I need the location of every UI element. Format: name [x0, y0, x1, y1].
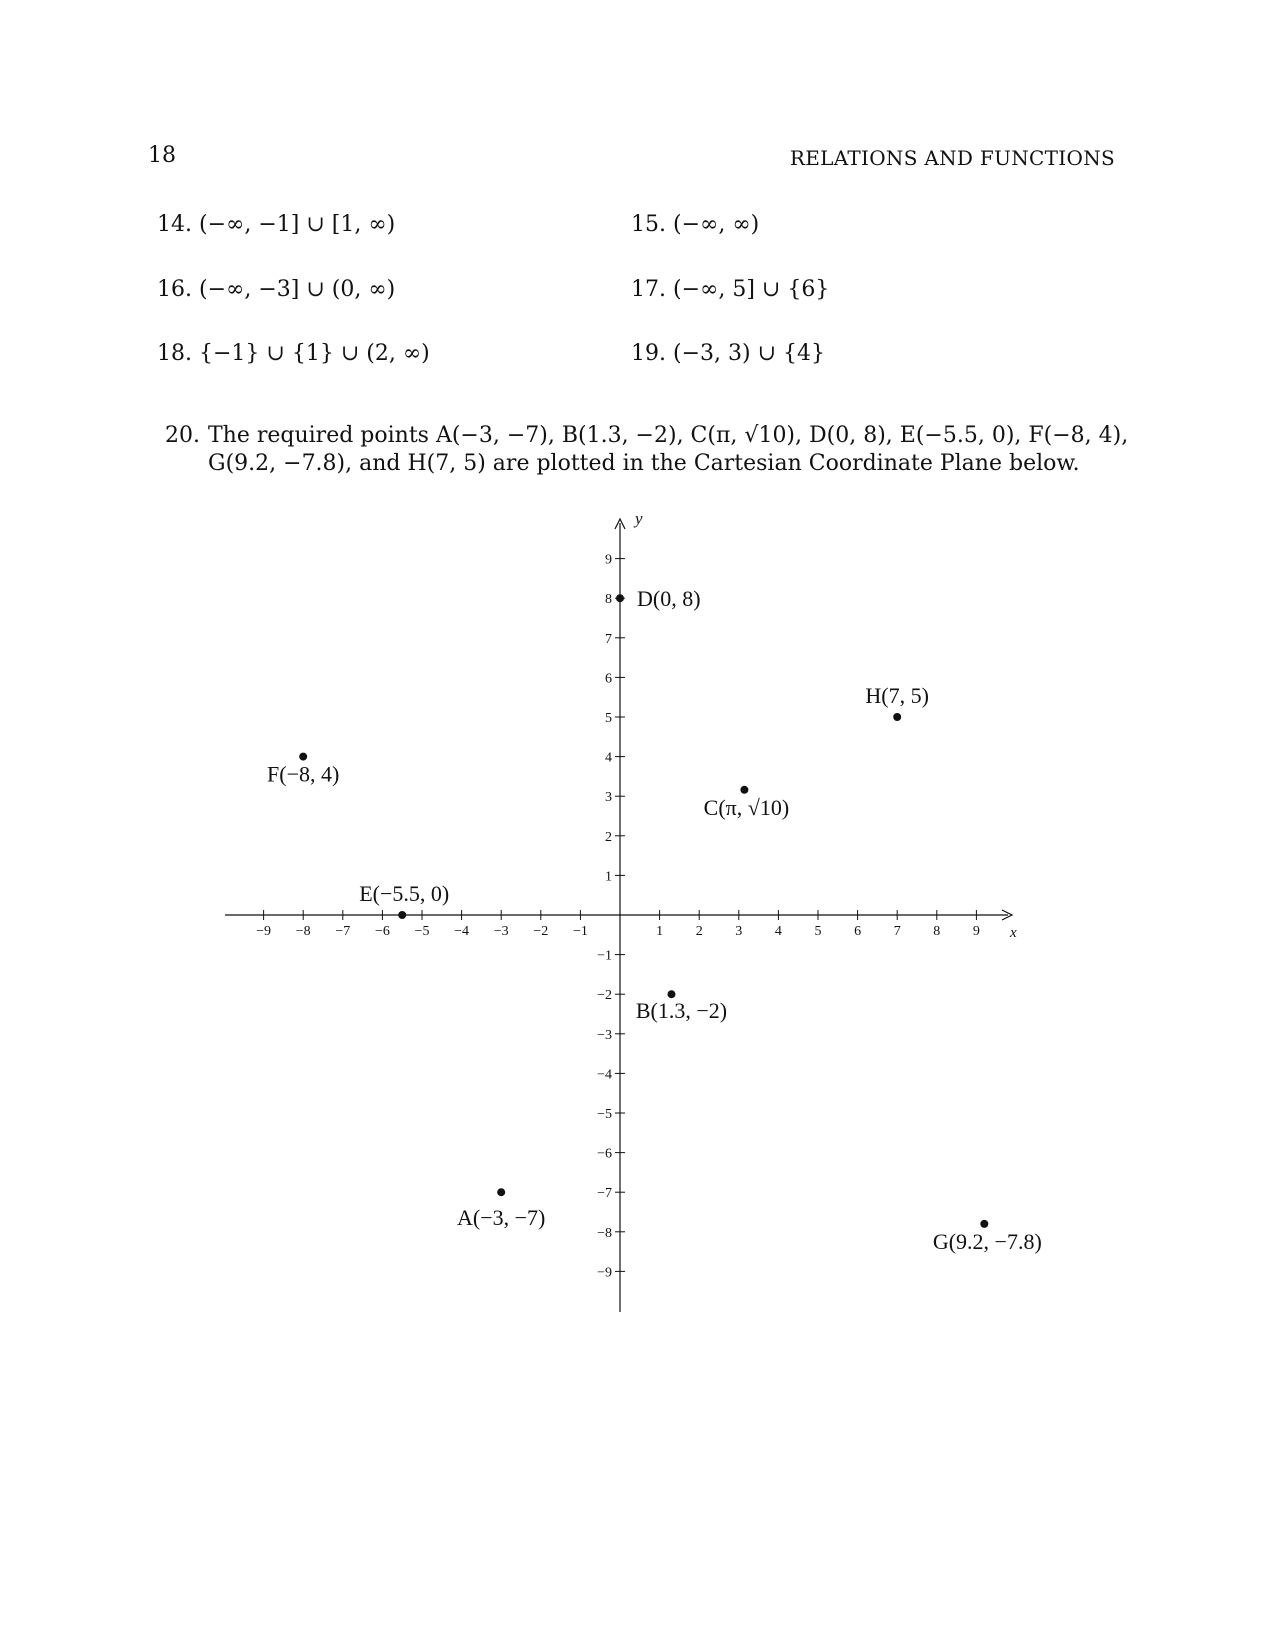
y-tick-label: 8 [605, 592, 612, 608]
y-tick-label: −8 [597, 1225, 612, 1241]
point-label-H: H(7, 5) [865, 683, 929, 708]
y-axis-label: y [635, 509, 643, 528]
point-label-D: D(0, 8) [637, 586, 701, 612]
y-tick-label: 5 [605, 711, 612, 726]
point-E [398, 911, 406, 919]
y-tick-label: 4 [605, 750, 612, 766]
y-tick-label: −5 [597, 1107, 612, 1122]
point-label-G: G(9.2, −7.8) [932, 1228, 1042, 1254]
x-tick-label: 9 [972, 924, 980, 939]
x-tick-label: −2 [533, 924, 549, 939]
answer-number: 15. [631, 212, 666, 237]
x-tick-label: −1 [572, 924, 588, 939]
page-number: 18 [148, 143, 176, 168]
point-C [740, 786, 748, 794]
x-tick-label: 4 [774, 924, 782, 939]
x-tick-label: −9 [256, 924, 272, 939]
y-tick-label: 9 [605, 552, 612, 568]
point-label-C: C(π, √10) [703, 794, 790, 820]
answer-text: {−1} ∪ {1} ∪ (2, ∞) [199, 341, 430, 366]
answer-number: 19. [631, 341, 666, 366]
answer-number: 18. [157, 341, 192, 366]
y-tick-label: −7 [597, 1186, 612, 1202]
answer-text: (−∞, −3] ∪ (0, ∞) [199, 277, 396, 302]
x-tick-label: −3 [493, 924, 509, 939]
y-tick-label: 2 [605, 829, 612, 845]
x-tick-label: −7 [335, 924, 351, 939]
running-head-text: RELATIONS AND FUNCTIONS [789, 146, 1115, 170]
point-label-F: F(−8, 4) [267, 761, 340, 787]
question-line-1: The required points A(−3, −7), B(1.3, −2), C(π, √10), D(0, 8), E(−5.5, 0), F(−8, 4), [208, 423, 1129, 448]
y-tick-label: −1 [597, 948, 612, 964]
point-H [893, 713, 901, 721]
x-tick-label: 7 [893, 924, 901, 939]
answer-number: 16. [157, 277, 192, 302]
point-label-A: A(−3, −7) [457, 1205, 546, 1231]
answer-text: (−3, 3) ∪ {4} [673, 341, 825, 366]
y-tick-label: −2 [597, 988, 612, 1004]
y-tick-label: 6 [605, 671, 612, 687]
x-tick-label: 6 [854, 924, 862, 939]
answer-number: 17. [631, 277, 666, 302]
point-F [299, 753, 307, 761]
point-G [980, 1220, 988, 1228]
point-D [616, 594, 624, 602]
answer-text: (−∞, ∞) [673, 212, 760, 237]
question-number: 20. [165, 423, 200, 448]
y-tick-label: −9 [597, 1265, 612, 1281]
answer-text: (−∞, 5] ∪ {6} [673, 277, 830, 302]
x-axis-label: x [1010, 925, 1017, 941]
y-tick-label: −6 [597, 1146, 612, 1162]
point-label-E: E(−5.5, 0) [359, 881, 450, 906]
x-tick-label: −6 [374, 924, 390, 939]
point-label-B: B(1.3, −2) [635, 998, 728, 1024]
y-tick-label: 7 [605, 631, 612, 647]
answer-text: (−∞, −1] ∪ [1, ∞) [199, 212, 396, 237]
point-A [497, 1188, 505, 1196]
y-tick-label: −4 [597, 1067, 612, 1083]
x-tick-label: −4 [454, 924, 470, 939]
x-tick-label: 8 [933, 924, 941, 939]
x-tick-label: −5 [414, 924, 430, 939]
x-tick-label: 2 [695, 924, 703, 939]
x-tick-label: 5 [814, 924, 822, 939]
y-tick-label: −3 [597, 1027, 612, 1043]
y-tick-label: 3 [605, 790, 612, 806]
x-tick-label: 3 [735, 924, 743, 939]
x-tick-label: 1 [656, 924, 664, 939]
x-tick-label: −8 [295, 924, 311, 939]
question-line-2: G(9.2, −7.8), and H(7, 5) are plotted in the Cartesian Coordinate Plane below. [208, 451, 1080, 476]
answer-number: 14. [157, 212, 192, 237]
point-B [667, 990, 675, 998]
y-tick-label: 1 [605, 869, 612, 885]
